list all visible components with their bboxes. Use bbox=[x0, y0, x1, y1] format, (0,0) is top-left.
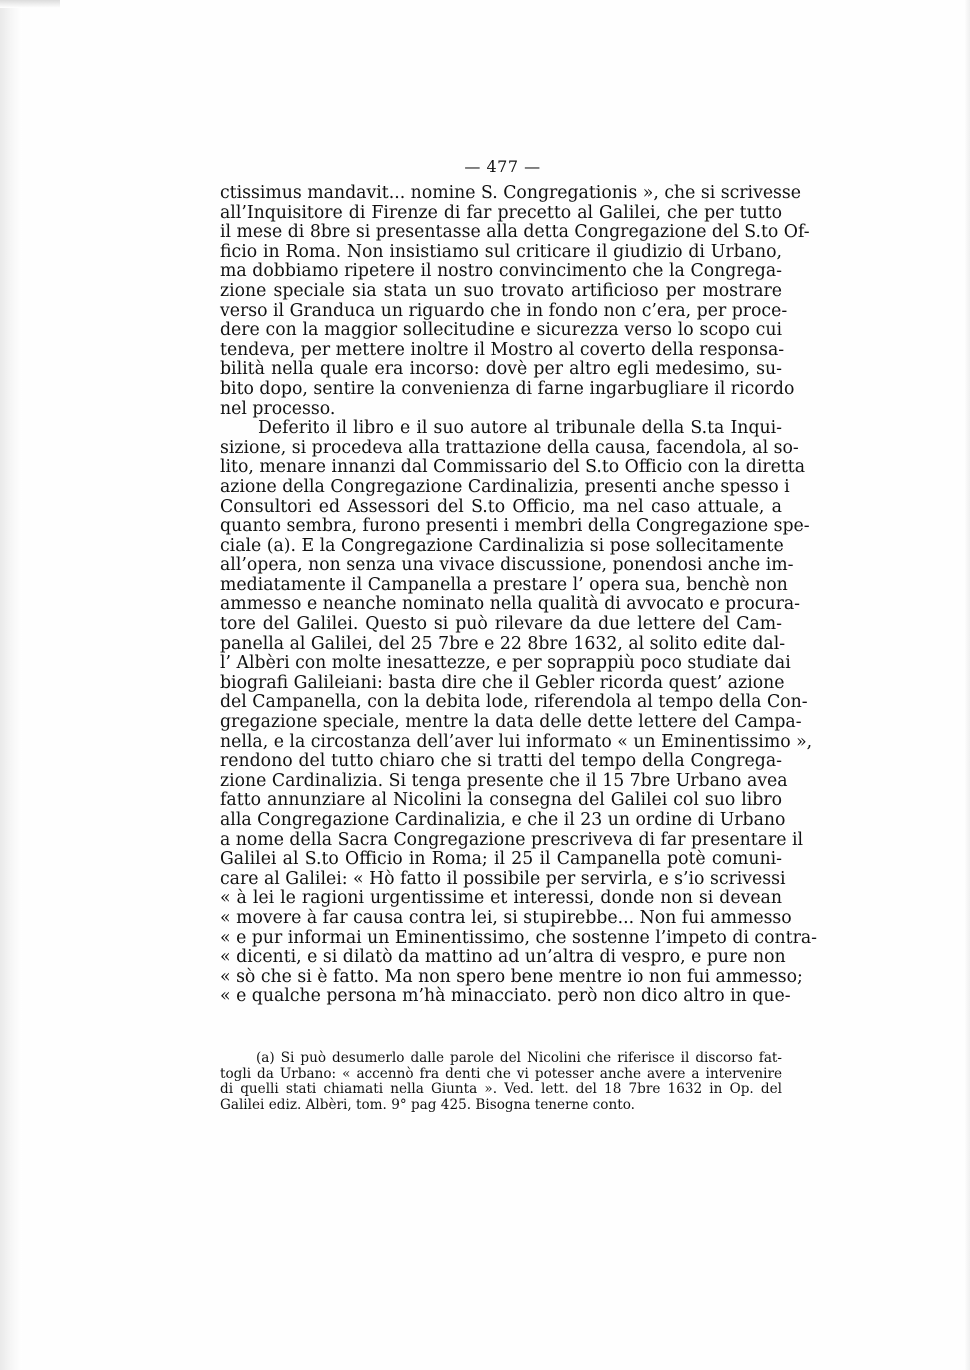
footnote-line: Galilei ediz. Albèri, tom. 9° pag 425. Bisogna tenerne conto. bbox=[220, 1096, 635, 1113]
text-line: zione Cardinalizia. Si tenga presente che il 15 7bre Urbano avea bbox=[220, 770, 788, 791]
text-line: bilità nella quale era incorso: dovè per altro egli medesimo, su- bbox=[220, 359, 782, 380]
text-line: alla Congregazione Cardinalizia, e che il 23 un ordine di Urbano bbox=[220, 810, 786, 830]
scan-edge-right bbox=[964, 0, 970, 1370]
text-line: lito, menare innanzi dal Commissario del S.to Officio con la diretta bbox=[220, 457, 806, 478]
text-line: biografi Galileiani: basta dire che il Gebler ricorda quest’ azione bbox=[220, 672, 785, 693]
text-line: tore del Galilei. Questo si può rilevare da due lettere del Cam- bbox=[220, 614, 782, 635]
text-line: del Campanella, con la debita lode, riferendola al tempo della Con- bbox=[220, 692, 808, 713]
text-line: zione speciale sia stata un suo trovato artificioso per mostrare bbox=[220, 280, 782, 301]
text-line: ammesso e neanche nominato nella qualità di avvocato e procura- bbox=[220, 594, 800, 615]
scan-edge-left bbox=[0, 0, 22, 1370]
text-line: l’ Albèri con molte inesattezze, e per soprappiù poco studiate dai bbox=[220, 653, 791, 674]
text-line: quanto sembra, furono presenti i membri della Congregazione spe- bbox=[220, 516, 810, 537]
text-line: tendeva, per mettere inoltre il Mostro al coverto della responsa- bbox=[220, 339, 785, 360]
footnotes bbox=[220, 1051, 782, 1113]
text-line: panella al Galilei, del 25 7bre e 22 8bre 1632, al solito edite dal- bbox=[220, 633, 786, 654]
text-line: azione della Congregazione Cardinalizia, presenti anche spesso i bbox=[220, 476, 790, 497]
text-line: mediatamente il Campanella a prestare l’ opera sua, benchè non bbox=[220, 574, 788, 595]
text-line: sizione, si procedeva alla trattazione della causa, facendola, al so- bbox=[220, 437, 799, 458]
text-line: « à lei le ragioni urgentissime et interessi, donde non si devean bbox=[220, 888, 782, 909]
page-number: — 477 — bbox=[464, 157, 541, 176]
text-line: Consultori ed Assessori del S.to Officio, ma nel caso attuale, a bbox=[220, 496, 782, 517]
text-line: il mese di 8bre si presentasse alla detta Congregazione del S.to Of- bbox=[220, 222, 810, 243]
text-line: ficio in Roma. Non insistiamo sul criticare il giudizio di Urbano, bbox=[220, 241, 782, 262]
text-line: all’opera, non senza una vivace discussione, ponendosi anche im- bbox=[220, 555, 794, 576]
text-line: bito dopo, sentire la convenienza di farne ingarbugliare il ricordo bbox=[220, 378, 795, 399]
text-line: dere con la maggior sollecitudine e sicurezza verso lo scopo cui bbox=[220, 320, 782, 341]
body-text bbox=[220, 183, 817, 1007]
footnote-line: (a) Si può desumerlo dalle parole del Nicolini che riferisce il discorso fat- bbox=[256, 1050, 782, 1066]
footnote-line: togli da Urbano: « accennò fra denti che vi potesser anche avere a intervenire bbox=[220, 1065, 782, 1082]
text-line: a nome della Sacra Congregazione prescriveva di far presentare il bbox=[220, 829, 804, 850]
text-line: ctissimus mandavit... nomine S. Congregationis », che si scrivesse bbox=[220, 183, 802, 203]
scan-edge-top bbox=[0, 0, 60, 8]
text-line: gregazione speciale, mentre la data delle dette lettere del Campa- bbox=[220, 712, 802, 733]
text-line: « e qualche persona m’hà minacciato. però non dico altro in que- bbox=[220, 986, 791, 1007]
text-line: all’Inquisitore di Firenze di far precetto al Galilei, che per tutto bbox=[220, 202, 782, 223]
text-line: nel processo. bbox=[220, 398, 336, 419]
text-line: Deferito il libro e il suo autore al tribunale della S.ta Inqui- bbox=[258, 418, 782, 439]
footnote-line: di quelli stati chiamati nella Giunta ». Ved. lett. del 18 7bre 1632 in Op. del bbox=[220, 1081, 782, 1098]
text-line: nella, e la circostanza dell’aver lui informato « un Eminentissimo », bbox=[220, 731, 813, 752]
text-line: verso il Granduca un riguardo che in fondo non c’era, per proce- bbox=[220, 300, 788, 321]
text-line: fatto annunziare al Nicolini la consegna del Galilei col suo libro bbox=[220, 790, 782, 811]
text-line: « dicenti, e si dilatò da mattino ad un’altra di vespro, e pure non bbox=[220, 947, 786, 968]
text-line: ma dobbiamo ripetere il nostro convincimento che la Congrega- bbox=[220, 261, 782, 282]
text-line: « sò che si è fatto. Ma non spero bene mentre io non fui ammesso; bbox=[220, 966, 803, 987]
text-line: « movere à far causa contra lei, si stupirebbe... Non fui ammesso bbox=[220, 907, 792, 928]
text-line: care al Galilei: « Hò fatto il possibile per servirla, e s’io scrivessi bbox=[220, 868, 786, 889]
text-line: Galilei al S.to Officio in Roma; il 25 il Campanella potè comuni- bbox=[220, 849, 782, 870]
text-line: ciale (a). E la Congregazione Cardinalizia si pose sollecitamente bbox=[220, 535, 784, 556]
text-line: « e pur informai un Eminentissimo, che sostenne l’impeto di contra- bbox=[220, 927, 817, 948]
text-line: rendono del tutto chiaro che si tratti del tempo della Congrega- bbox=[220, 751, 782, 772]
